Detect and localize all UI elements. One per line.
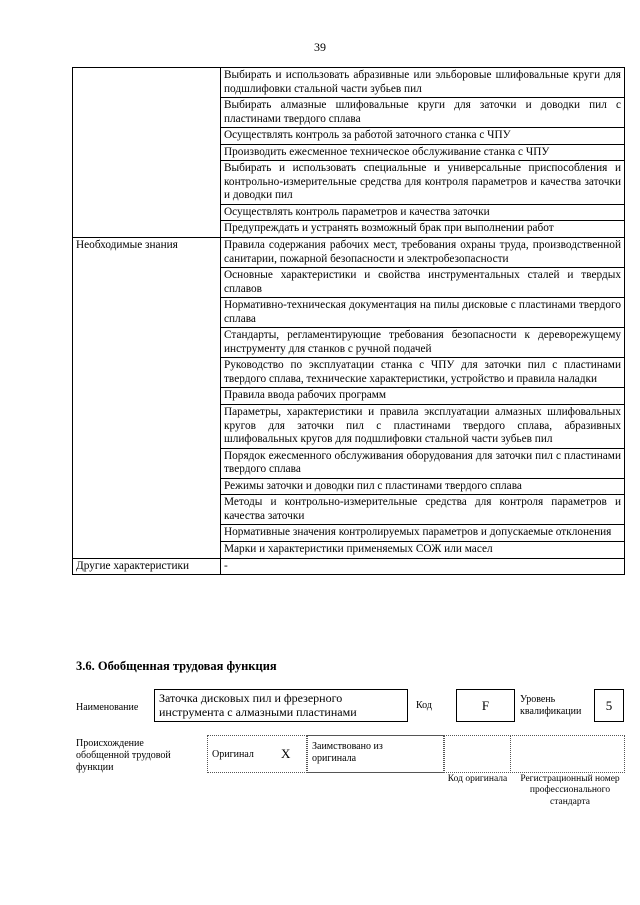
level-label: Уровень квалификации	[520, 694, 582, 717]
code-value: F	[481, 697, 490, 713]
row-category: Необходимые знания	[73, 238, 221, 558]
name-value-box	[154, 689, 408, 722]
row-item: Выбирать и использовать специальные и универсальные приспособления и контрольно-измерительные средства для контроля параметров и качества заточки и доводки пил	[221, 161, 625, 205]
row-item: Нормативные значения контролируемых параметров и допускаемые отклонения	[221, 525, 625, 542]
name-value: Заточка дисковых пил и фрезерного инструмента с алмазными пластинами	[159, 691, 357, 719]
row-item: Режимы заточки и доводки пил с пластинами твердого сплава	[221, 478, 625, 495]
row-item: Руководство по эксплуатации станка с ЧПУ для заточки пил с пластинами твердого сплава, технические характеристики, устройство и правила наладки	[221, 358, 625, 388]
level-value-box	[594, 689, 624, 722]
original-label: Оригинал	[212, 749, 254, 760]
row-item: Порядок ежесменного обслуживания оборудования для заточки пил с пластинами твердого сплава	[221, 448, 625, 478]
row-item: Основные характеристики и свойства инструментальных сталей и твердых сплавов	[221, 268, 625, 298]
row-item: Правила содержания рабочих мест, требования охраны труда, производственной санитарии, пожарной безопасности и электробезопасности	[221, 238, 625, 268]
row-item: Предупреждать и устранять возможный брак при выполнении работ	[221, 221, 625, 238]
competency-table	[72, 67, 625, 575]
page-number: 39	[314, 40, 326, 54]
row-item: Методы и контрольно-измерительные средства для контроля параметров и качества заточки	[221, 495, 625, 525]
table-row	[73, 238, 625, 268]
row-item: Нормативно-техническая документация на пилы дисковые с пластинами твердого сплава	[221, 298, 625, 328]
row-item: Выбирать алмазные шлифовальные круги для заточки и доводки пил с пластинами твердого сплава	[221, 98, 625, 128]
row-item: Правила ввода рабочих программ	[221, 388, 625, 405]
borrowed-label: Заимствовано из оригинала	[312, 741, 383, 764]
row-category: Другие характеристики	[73, 558, 221, 575]
table-row	[73, 68, 625, 98]
row-category	[73, 68, 221, 238]
original-mark: X	[281, 746, 291, 761]
caption-registration: Регистрационный номер профессионального стандарта	[520, 774, 620, 807]
code-label: Код	[416, 700, 432, 711]
row-item: Выбирать и использовать абразивные или эльборовые шлифовальные круги для подшлифовки стальной части зубьев пил	[221, 68, 625, 98]
row-item: Производить ежесменное техническое обслуживание станка с ЧПУ	[221, 144, 625, 161]
row-item: Марки и характеристики применяемых СОЖ или масел	[221, 541, 625, 558]
row-item: Параметры, характеристики и правила эксплуатации алмазных шлифовальных кругов для заточки пил с пластинами твердого сплава, абразивных шлифовальных кругов для подшлифовки стальной части зубьев пил	[221, 405, 625, 449]
caption-code: Код оригинала	[447, 774, 508, 784]
row-item: -	[221, 558, 625, 575]
section-title: 3.6. Обобщенная трудовая функция	[76, 659, 277, 673]
table-row	[73, 558, 625, 575]
row-item: Стандарты, регламентирующие требования безопасности к дереворежущему инструменту для станков с ручной подачей	[221, 328, 625, 358]
level-value: 5	[605, 697, 613, 713]
code-value-box	[456, 689, 515, 722]
row-item: Осуществлять контроль за работой заточного станка с ЧПУ	[221, 128, 625, 145]
origin-label: Происхождение обобщенной трудовой функции	[76, 738, 171, 773]
row-item: Осуществлять контроль параметров и качества заточки	[221, 204, 625, 221]
orig-code-cell	[444, 735, 511, 773]
name-label: Наименование	[76, 702, 139, 713]
